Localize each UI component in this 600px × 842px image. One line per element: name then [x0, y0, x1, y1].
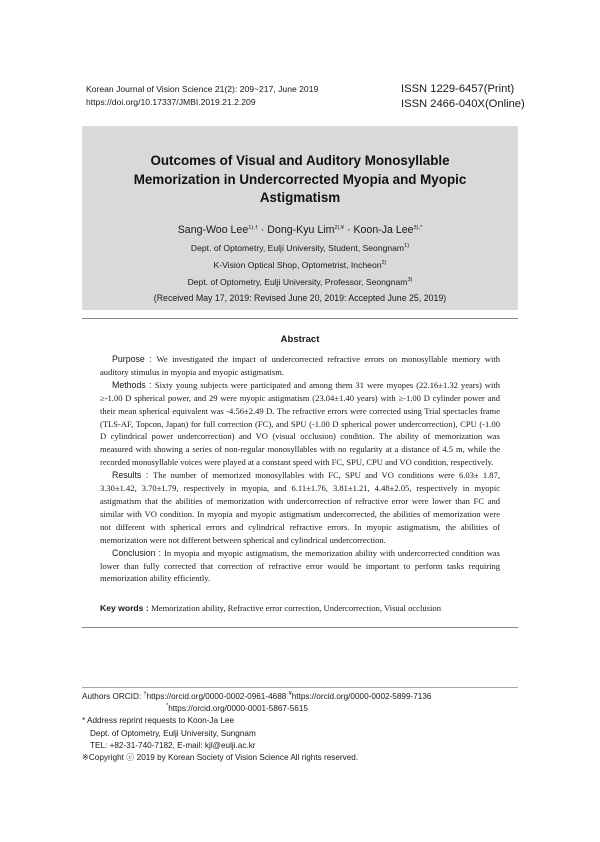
purpose-label: Purpose :: [112, 354, 157, 364]
keywords-label: Key words :: [100, 603, 152, 613]
paper-title: [82, 152, 518, 208]
affiliation-2: [82, 259, 518, 271]
title-box: [82, 126, 518, 310]
affiliation-1-marker: 1): [404, 243, 410, 249]
footnotes: [82, 691, 522, 764]
title-line-1: Outcomes of Visual and Auditory Monosyllable: [150, 153, 450, 168]
affiliation-3-marker: 3): [407, 277, 413, 283]
received-dates: (Received May 17, 2019: Revised June 20, 2019: Accepted June 25, 2019): [153, 293, 447, 303]
abstract-conclusion: [100, 547, 500, 586]
author-separator-2: ·: [344, 224, 354, 236]
issn-online: ISSN 2466-040X(Online): [401, 98, 525, 110]
orcid-1-link[interactable]: https://orcid.org/0000-0002-0961-4688: [146, 692, 287, 701]
affiliation-2-marker: 2): [381, 260, 387, 266]
author-list: [82, 223, 518, 237]
title-line-2: Memorization in Undercorrected Myopia and Myopic: [133, 171, 467, 187]
author-separator-1: ·: [257, 224, 268, 236]
title-line-3: Astigmatism: [259, 190, 341, 205]
affiliation-3: [82, 276, 518, 288]
abstract-top-rule: [82, 318, 518, 319]
issn-print: ISSN 1229-6457(Print): [401, 83, 515, 95]
orcid-line-2: [82, 703, 522, 715]
author-1-name: Sang-Woo Lee: [177, 224, 249, 236]
affiliation-3-text: Dept. of Optometry, Eulji University, Professor, Seongnam: [187, 277, 408, 287]
affiliation-2-text: K-Vision Optical Shop, Optometrist, Incheon: [213, 260, 382, 270]
author-2-marker: 2),¥: [334, 225, 345, 231]
journal-header: [86, 83, 318, 109]
affiliation-1: [82, 242, 518, 254]
abstract-bottom-rule: [82, 627, 518, 628]
reprint-address: Dept. of Optometry, Eulji University, Sungnam: [90, 728, 256, 738]
keywords-text: Memorization ability, Refractive error correction, Undercorrection, Visual occlusion: [151, 603, 442, 613]
results-text: The number of memorized monosyllables with FC, SPU and VO conditions were 6.03± 1.87, 3.30±1.42, 3.70±1.79, respectively in myopia, and 6.11±1.76, 3.81±1.21, 4.48±2.05, respectively in myopic astigmatism that the abilities of memorization with undercorrection of refractive error were lower than FC and similar with VO condition. In myopia and myopic astigmatism undercorrected, the abilities of memorization were not different with spherical errors and cylindrical refractive errors. In myopic astigmatism, the abilities of memorization were not different between spherical and cylindrical undercorrection.: [100, 470, 500, 545]
copyright-notice: ※Copyright ⓒ 2019 by Korean Society of Vision Science All rights reserved.: [82, 753, 359, 763]
author-3-name: Koon-Ja Lee: [353, 224, 414, 236]
journal-citation: Korean Journal of Vision Science 21(2): 209~217, June 2019: [86, 84, 319, 94]
doi-link[interactable]: https://doi.org/10.17337/JMBI.2019.21.2.209: [86, 97, 256, 107]
abstract-methods: [100, 379, 500, 469]
abstract-heading: Abstract: [280, 334, 320, 345]
orcid-3-symbol: *: [166, 703, 169, 710]
issn-block: [401, 82, 525, 112]
reprint-request: * Address reprint requests to Koon-Ja Lee: [82, 716, 235, 726]
conclusion-label: Conclusion :: [112, 547, 165, 558]
abstract-results: [100, 469, 500, 546]
keywords: [100, 602, 500, 614]
orcid-label: Authors ORCID:: [82, 692, 144, 701]
orcid-1-symbol: †: [143, 691, 147, 697]
footnote-rule: [82, 687, 518, 688]
orcid-2-link[interactable]: https://orcid.org/0000-0002-5899-7136: [291, 692, 432, 701]
author-2-name: Dong-Kyu Lim: [267, 224, 335, 236]
abstract-body: [100, 353, 500, 585]
author-1-marker: 1),†: [248, 225, 258, 231]
methods-text: Sixty young subjects were participated and among them 31 were myopes (22.16±1.32 years) with ≥-1.00 D spherical power, and 29 were myopic astigmatism (23.04±1.40 years) with ≥-1.00 D cylinder power and their mean spherical equivalent was -4.56±2.49 D. The refractive errors were corrected using Trial spectacles frame (TLS-AF, Topcon, Japan) for full correction (FC), and SPU (-1.00 D spherical power undercorrection), CPU (-1.00 D cylindrical power undercorrection) and VO (visual occlusion) condition. The ability of memorization was measured with showing a series of non-regular monosyllables with no regularity at a distance of 4.5 m, while the recorded monosyllable voices were played at a constant speed with FC, SPU, CPU and VO condition, respectively.: [100, 379, 500, 468]
abstract-purpose: [100, 353, 500, 379]
purpose-text: We investigated the impact of undercorrected refractive errors on monosyllable memory with auditory stimulus in myopia and myopic astigmatism.: [100, 354, 500, 377]
methods-label: Methods :: [112, 379, 155, 390]
results-label: Results :: [112, 470, 153, 481]
author-3-marker: 3),*: [413, 225, 423, 231]
orcid-line-1: [82, 691, 522, 703]
affiliation-1-text: Dept. of Optometry, Eulji University, Student, Seongnam: [190, 243, 405, 253]
orcid-2-symbol: ¥: [288, 691, 292, 697]
reprint-contact: TEL: +82-31-740-7182, E-mail: kjl@eulji.ac.kr: [90, 740, 256, 750]
conclusion-text: In myopia and myopic astigmatism, the memorization ability with undercorrected condition was lower than fully corrected that correction of refractive error would be important to perform tasks requiring memorization ability efficiently.: [100, 547, 500, 584]
orcid-3-link[interactable]: https://orcid.org/0000-0001-5867-5615: [168, 704, 308, 714]
